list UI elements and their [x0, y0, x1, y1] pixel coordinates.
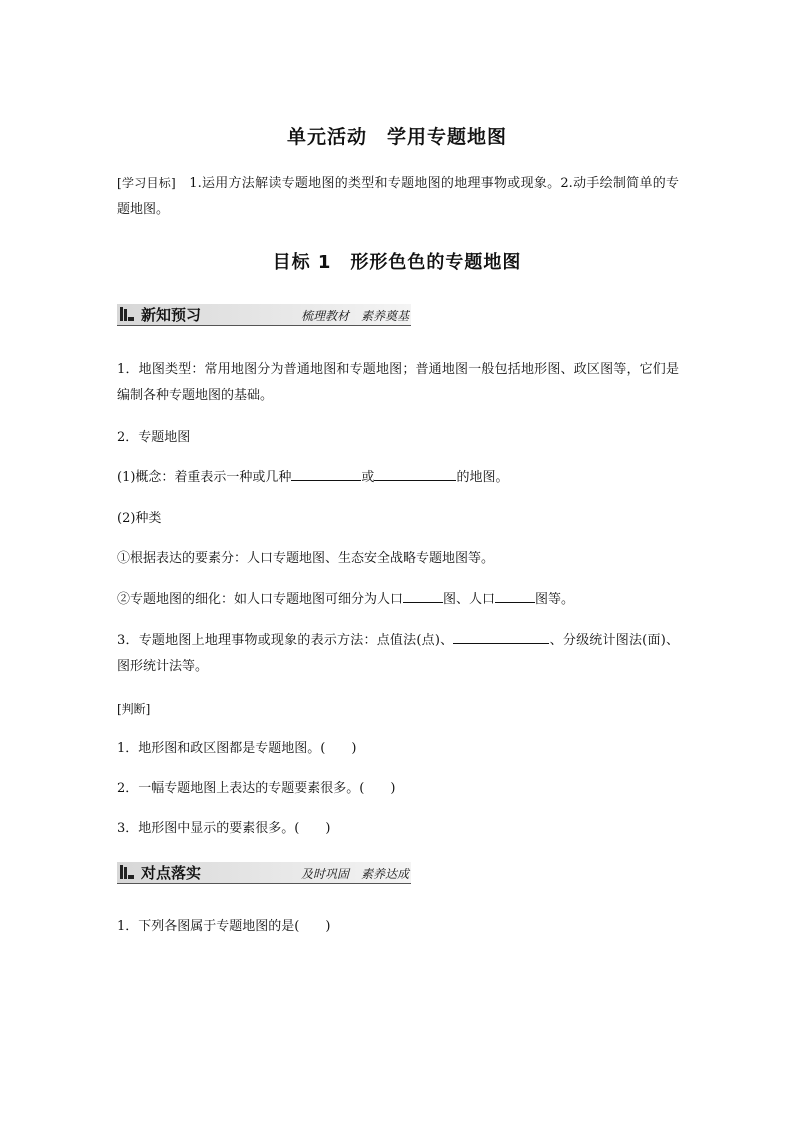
item-types: (2)种类	[117, 511, 162, 526]
item-concept-end: 的地图。	[456, 470, 509, 485]
learning-goal-text: 1.运用方法解读专题地图的类型和专题地图的地理事物或现象。2.动手绘制简单的专题地图。	[117, 176, 679, 217]
judge-question-2: 2．一幅专题地图上表达的专题要素很多。( )	[117, 781, 396, 796]
target-heading: 目标 1 形形色色的专题地图	[272, 252, 522, 273]
section-band-preview	[117, 304, 411, 326]
item-thematic-map: 2．专题地图	[117, 430, 191, 445]
judge-question-3: 3．地形图中显示的要素很多。( )	[117, 821, 331, 836]
item-refinement-end: 图等。	[535, 592, 575, 607]
judge-question-1: 1．地形图和政区图都是专题地图。( )	[117, 741, 357, 756]
item-methods	[117, 628, 679, 680]
item-refinement	[117, 587, 679, 613]
section-subtitle: 梳理教材 素养奠基	[300, 309, 409, 323]
fill-blank-1[interactable]	[291, 466, 361, 481]
item-concept	[117, 465, 679, 491]
page-title: 单元活动 学用专题地图	[286, 126, 507, 148]
practice-question-1: 1．下列各图属于专题地图的是( )	[117, 919, 331, 934]
fill-blank-3[interactable]	[403, 588, 443, 603]
item-map-types: 1．地图类型：常用地图分为普通地图和专题地图；普通地图一般包括地形图、政区图等，它们是编制各种专题地图的基础。	[117, 362, 679, 403]
book-icon	[120, 307, 134, 321]
learning-goal-tag: [学习目标]	[117, 176, 176, 190]
fill-blank-2[interactable]	[374, 466, 456, 481]
item-methods-text: 3．专题地图上地理事物或现象的表示方法：点值法(点)、	[117, 633, 454, 648]
item-concept-or: 或	[361, 470, 375, 485]
item-by-element: ①根据表达的要素分：人口专题地图、生态安全战略专题地图等。	[117, 551, 495, 566]
item-methods-end: 、分级统计图法(面)、图形统计法等。	[117, 633, 679, 674]
judge-tag: [判断]	[117, 702, 151, 716]
learning-goal	[117, 170, 679, 223]
section-band-underline	[117, 325, 411, 326]
fill-blank-4[interactable]	[495, 588, 535, 603]
fill-blank-5[interactable]	[453, 629, 549, 644]
section-band-underline	[117, 883, 411, 884]
section-title: 对点落实	[141, 864, 202, 882]
section-subtitle: 及时巩固 素养达成	[300, 867, 409, 881]
item-refinement-mid: 图、人口	[443, 592, 496, 607]
section-band-practice	[117, 862, 411, 884]
section-title: 新知预习	[141, 306, 202, 324]
item-concept-text: (1)概念：着重表示一种或几种	[117, 470, 292, 485]
item-refinement-text: ②专题地图的细化：如人口专题地图可细分为人口	[117, 592, 404, 607]
book-icon	[120, 865, 134, 879]
